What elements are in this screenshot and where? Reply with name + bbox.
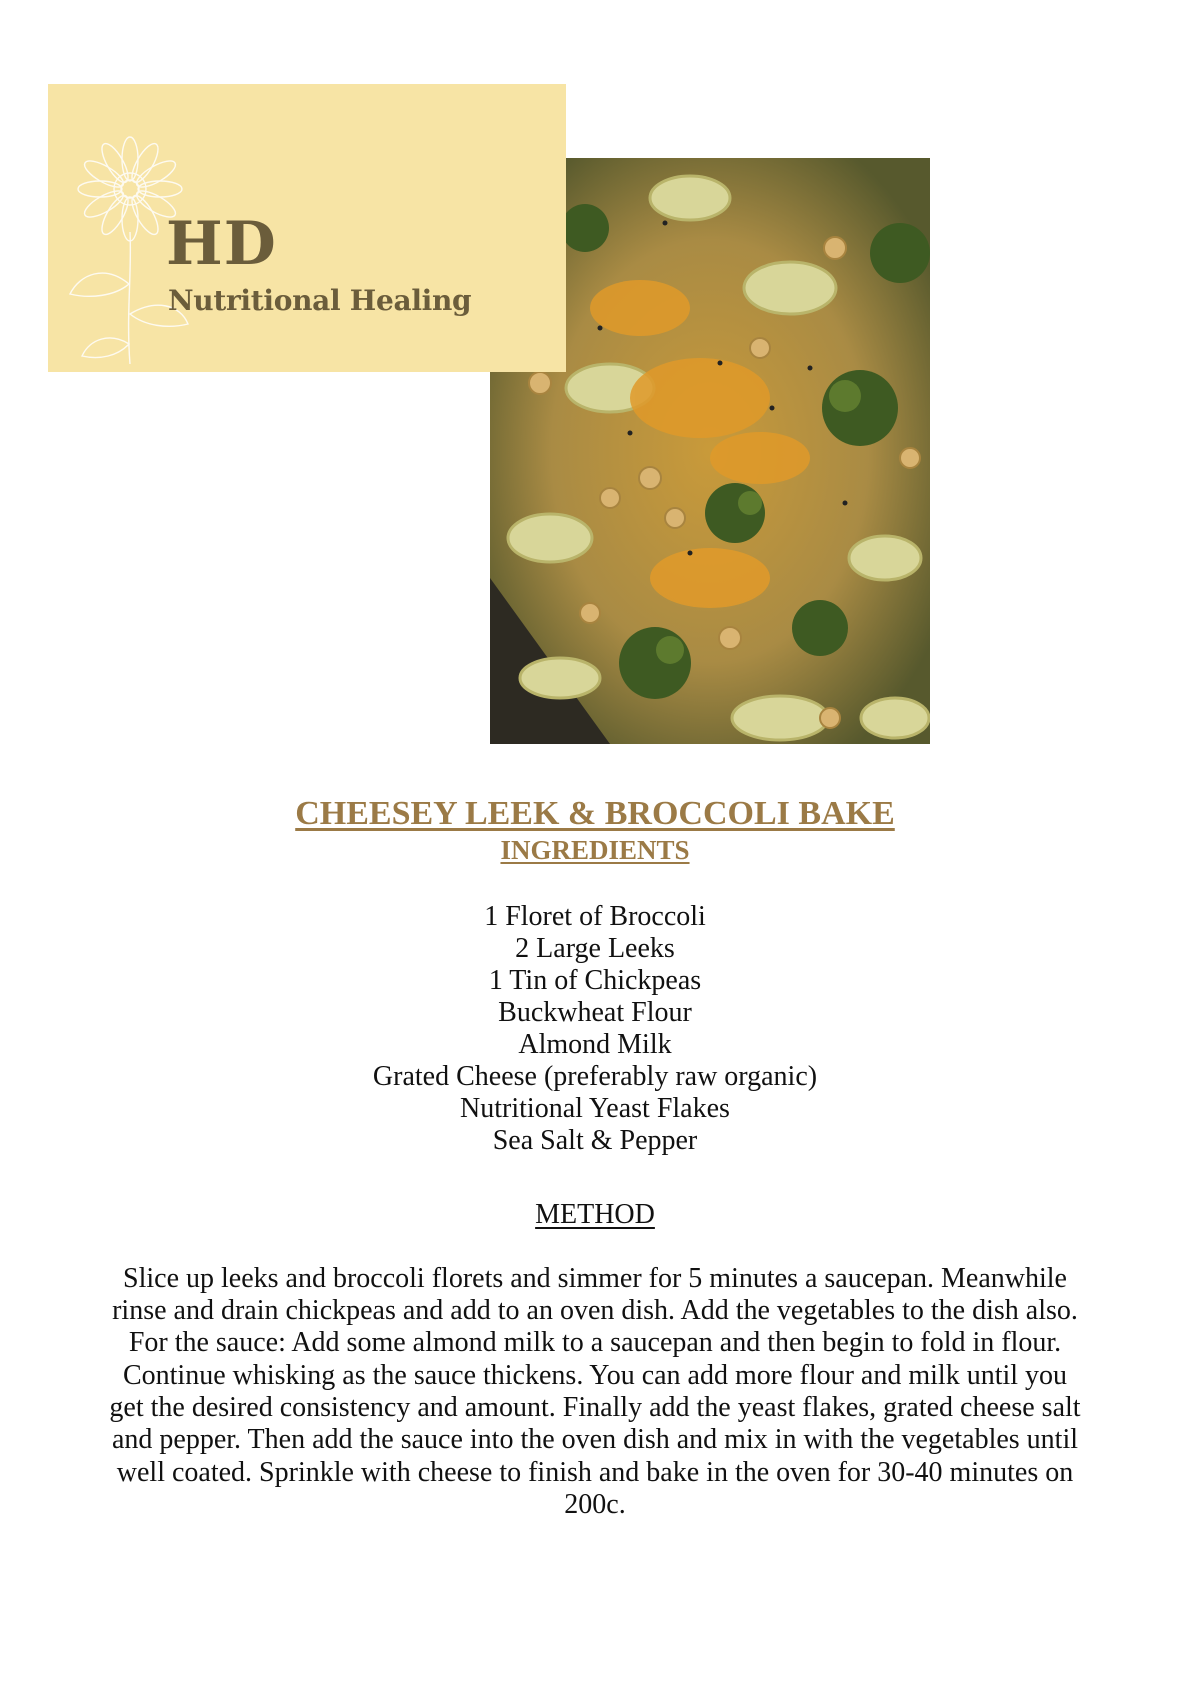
- ingredient-item: Nutritional Yeast Flakes: [460, 1092, 730, 1124]
- ingredient-item: Grated Cheese (preferably raw organic): [372, 1060, 818, 1092]
- method-text: Slice up leeks and broccoli florets and simmer for 5 minutes a saucepan. Meanwhile rinse and drain chickpeas and add to an oven dish. Add the vegetables to the dish also. For the sauce: Add some almond milk to a saucepan and then begin to fold in flour. Continue whisking as the sauce thickens. You can add more flour and milk until you get the desired consistency and amount. Finally add the yeast flakes, grated cheese salt and pepper. Then add the sauce into the oven dish and mix in with the vegetables until well coated. Sprinkle with cheese to finish and bake in the oven for 30-40 minutes on 200c.: [109, 1262, 1081, 1520]
- logo-tagline: Nutritional Healing: [168, 284, 472, 317]
- recipe-title: CHEESEY LEEK & BROCCOLI BAKE: [295, 795, 895, 832]
- ingredient-list: [0, 901, 1190, 1157]
- brand-logo: [48, 84, 566, 372]
- method-heading: METHOD: [535, 1198, 655, 1230]
- ingredient-item: Sea Salt & Pepper: [492, 1124, 698, 1156]
- ingredient-item: 2 Large Leeks: [515, 932, 675, 964]
- logo-initials: HD: [166, 209, 277, 279]
- ingredient-item: Almond Milk: [518, 1028, 672, 1060]
- ingredients-heading: INGREDIENTS: [500, 835, 690, 866]
- ingredient-item: 1 Tin of Chickpeas: [488, 964, 702, 996]
- ingredient-item: 1 Floret of Broccoli: [484, 900, 706, 932]
- recipe-content: [0, 795, 1190, 1521]
- ingredient-item: Buckwheat Flour: [498, 996, 692, 1028]
